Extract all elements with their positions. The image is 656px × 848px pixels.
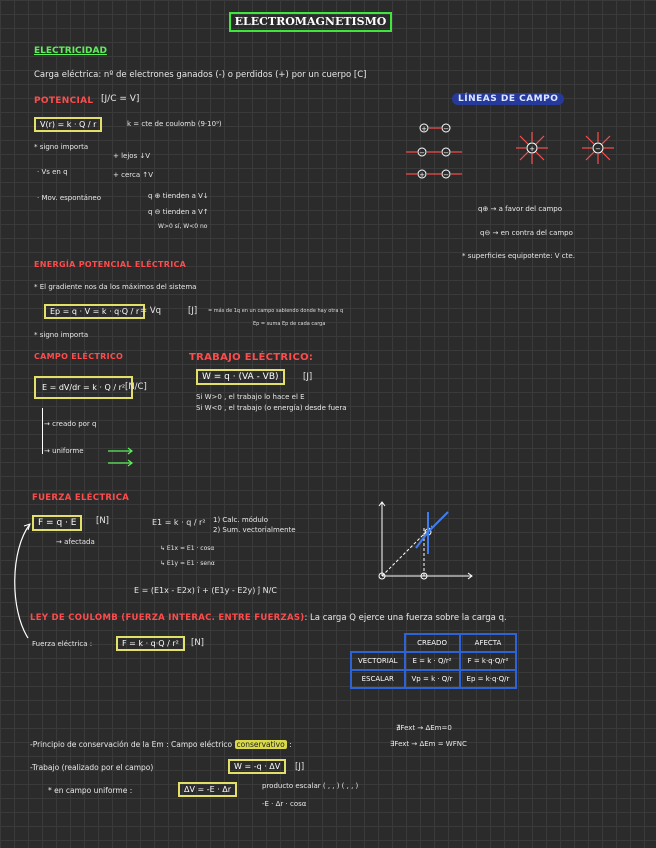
vs-en-q: · Vs en q — [37, 168, 68, 176]
campo-units: [N/C] — [125, 382, 147, 392]
summary-table — [350, 633, 517, 689]
fuerza-formula: F = q · E — [32, 515, 82, 531]
principio: -Principio de conservación de la Em : Campo eléctrico — [30, 740, 233, 749]
curved-arrow — [6, 520, 34, 640]
principio-line: -Principio de conservación de la Em : Campo eléctrico conservativo : — [30, 740, 292, 749]
gradiente: * El gradiente nos da los máximos del sistema — [34, 283, 197, 291]
campo-formula: E = dV/dr = k · Q / r² — [34, 376, 133, 399]
sum-vectorial: 2) Sum. vectorialmente — [213, 526, 296, 534]
page-title: ELECTROMAGNETISMO — [229, 12, 392, 32]
svg-text:−: − — [595, 145, 601, 153]
fuerza-afectada: → afectada — [56, 538, 95, 546]
svg-text:+: + — [419, 171, 425, 179]
signo-importa: * signo importa — [34, 143, 89, 151]
carga-definition: Carga eléctrica: nº de electrones ganados (-) o perdidos (+) por un cuerpo [C] — [34, 70, 367, 80]
w-formula: W = -q · ΔV — [228, 759, 286, 774]
calc-modulo: 1) Calc. módulo — [213, 516, 269, 524]
fuerza-heading: FUERZA ELÉCTRICA — [32, 493, 130, 503]
e1y: ↳ E1y = E1 · senα — [160, 560, 215, 567]
e1-formula: E1 = k · q / r² — [152, 518, 206, 527]
trabajo-campo: -Trabajo (realizado por el campo) — [30, 763, 154, 772]
fuerza-units: [N] — [96, 516, 109, 526]
en-contra: q⊖ → en contra del campo — [480, 229, 573, 237]
potencial-heading: POTENCIAL — [34, 96, 94, 106]
table-cell: Ep = k·q·Q/r — [460, 670, 517, 688]
trabajo-units: [J] — [303, 372, 313, 382]
potencial-formula: V(r) = k · Q / r — [34, 117, 102, 132]
energia-formula: Ep = q · V = k · q·Q / r — [44, 304, 145, 319]
table-header-afecta: AFECTA — [460, 634, 517, 652]
a-favor: q⊕ → a favor del campo — [478, 205, 563, 213]
equipotente: * superficies equipotente: V cte. — [462, 252, 575, 260]
cons-ext: ∃Fext → ΔEm = WFNC — [390, 740, 467, 748]
w-units: [J] — [295, 762, 305, 772]
table-cell: VECTORIAL — [351, 652, 405, 670]
q-neg: q ⊖ tienden a V↑ — [148, 208, 209, 216]
campo-heading: CAMPO ELÉCTRICO — [34, 352, 124, 361]
fuerza-electrica-label: Fuerza eléctrica : — [32, 640, 93, 648]
field-lines-diagram — [400, 112, 630, 192]
energia-note2: Ep = suma Ep de cada carga — [253, 321, 326, 327]
svg-text:−: − — [443, 171, 449, 179]
campo-bracket — [42, 408, 43, 454]
potencial-units: [J/C = V] — [101, 94, 140, 104]
trabajo-l2: Si W<0 , el trabajo (o energía) desde fuera — [196, 404, 347, 412]
mov-espontaneo: · Mov. espontáneo — [37, 194, 101, 202]
e-total: E = (E1x - E2x) î + (E1y - E2y) ĵ N/C — [134, 586, 277, 595]
e1x: ↳ E1x = E1 · cosα — [160, 545, 215, 552]
energia-note1: = más de 1q en un campo sabiendo donde hay otra q — [208, 308, 344, 314]
table-cell: F = k·q·Q/r² — [460, 652, 517, 670]
cerca: + cerca ↑V — [113, 171, 153, 179]
trabajo-l1: Si W>0 , el trabajo lo hace el E — [196, 393, 305, 401]
energia-units: [J] — [188, 306, 198, 316]
lineas-heading: LÍNEAS DE CAMPO — [452, 93, 564, 105]
coulomb-units: [N] — [191, 638, 204, 648]
w-note: W>0 sí, W<0 no — [158, 223, 208, 230]
table-cell: Vp = k · Q/r — [405, 670, 460, 688]
energia-heading: ENERGÍA POTENCIAL ELÉCTRICA — [34, 260, 187, 269]
uniform-field-icon — [106, 445, 136, 469]
svg-text:+: + — [421, 125, 427, 133]
conservativo-highlight: conservativo — [236, 740, 285, 749]
svg-text:−: − — [443, 125, 449, 133]
svg-text:−: − — [419, 149, 425, 157]
section-electricidad: ELECTRICIDAD — [34, 46, 107, 56]
trabajo-formula: W = q · (VA - VB) — [196, 369, 285, 385]
coulomb-heading: LEY DE COULOMB (FUERZA INTERAC. ENTRE FUERZAS) — [30, 613, 305, 623]
producto-escalar: producto escalar ( , , ) ( , , ) — [262, 782, 359, 790]
coulomb-formula: F = k · q·Q / r² — [116, 636, 185, 651]
table-corner — [351, 634, 405, 652]
table-header-creado: CREADO — [405, 634, 460, 652]
dv-formula: ΔV = -E · Δr — [178, 782, 237, 797]
table-cell: E = k · Q/r² — [405, 652, 460, 670]
svg-text:−: − — [443, 149, 449, 157]
energia-eq: = Vq — [140, 306, 162, 316]
coulomb-desc: : La carga Q ejerce una fuerza sobre la carga q. — [304, 613, 507, 623]
campo-creado: → creado por q — [44, 420, 97, 428]
cons-noext: ∄Fext → ΔEm=0 — [396, 724, 452, 732]
lejos: + lejos ↓V — [113, 152, 151, 160]
q-pos: q ⊕ tienden a V↓ — [148, 192, 209, 200]
vector-diagram — [372, 498, 482, 588]
campo-uniforme: → uniforme — [44, 447, 84, 455]
k-note: k = cte de coulomb (9·10⁹) — [127, 120, 222, 128]
svg-text:+: + — [529, 145, 535, 153]
trabajo-heading: TRABAJO ELÉCTRICO: — [189, 352, 314, 363]
table-cell: ESCALAR — [351, 670, 405, 688]
table-row — [351, 670, 516, 688]
energia-signo: * signo importa — [34, 331, 89, 339]
campo-uniforme-label: * en campo uniforme : — [48, 786, 133, 795]
table-row — [351, 652, 516, 670]
e-cos: -E · Δr · cosα — [262, 800, 307, 808]
coulomb-line — [30, 613, 507, 623]
